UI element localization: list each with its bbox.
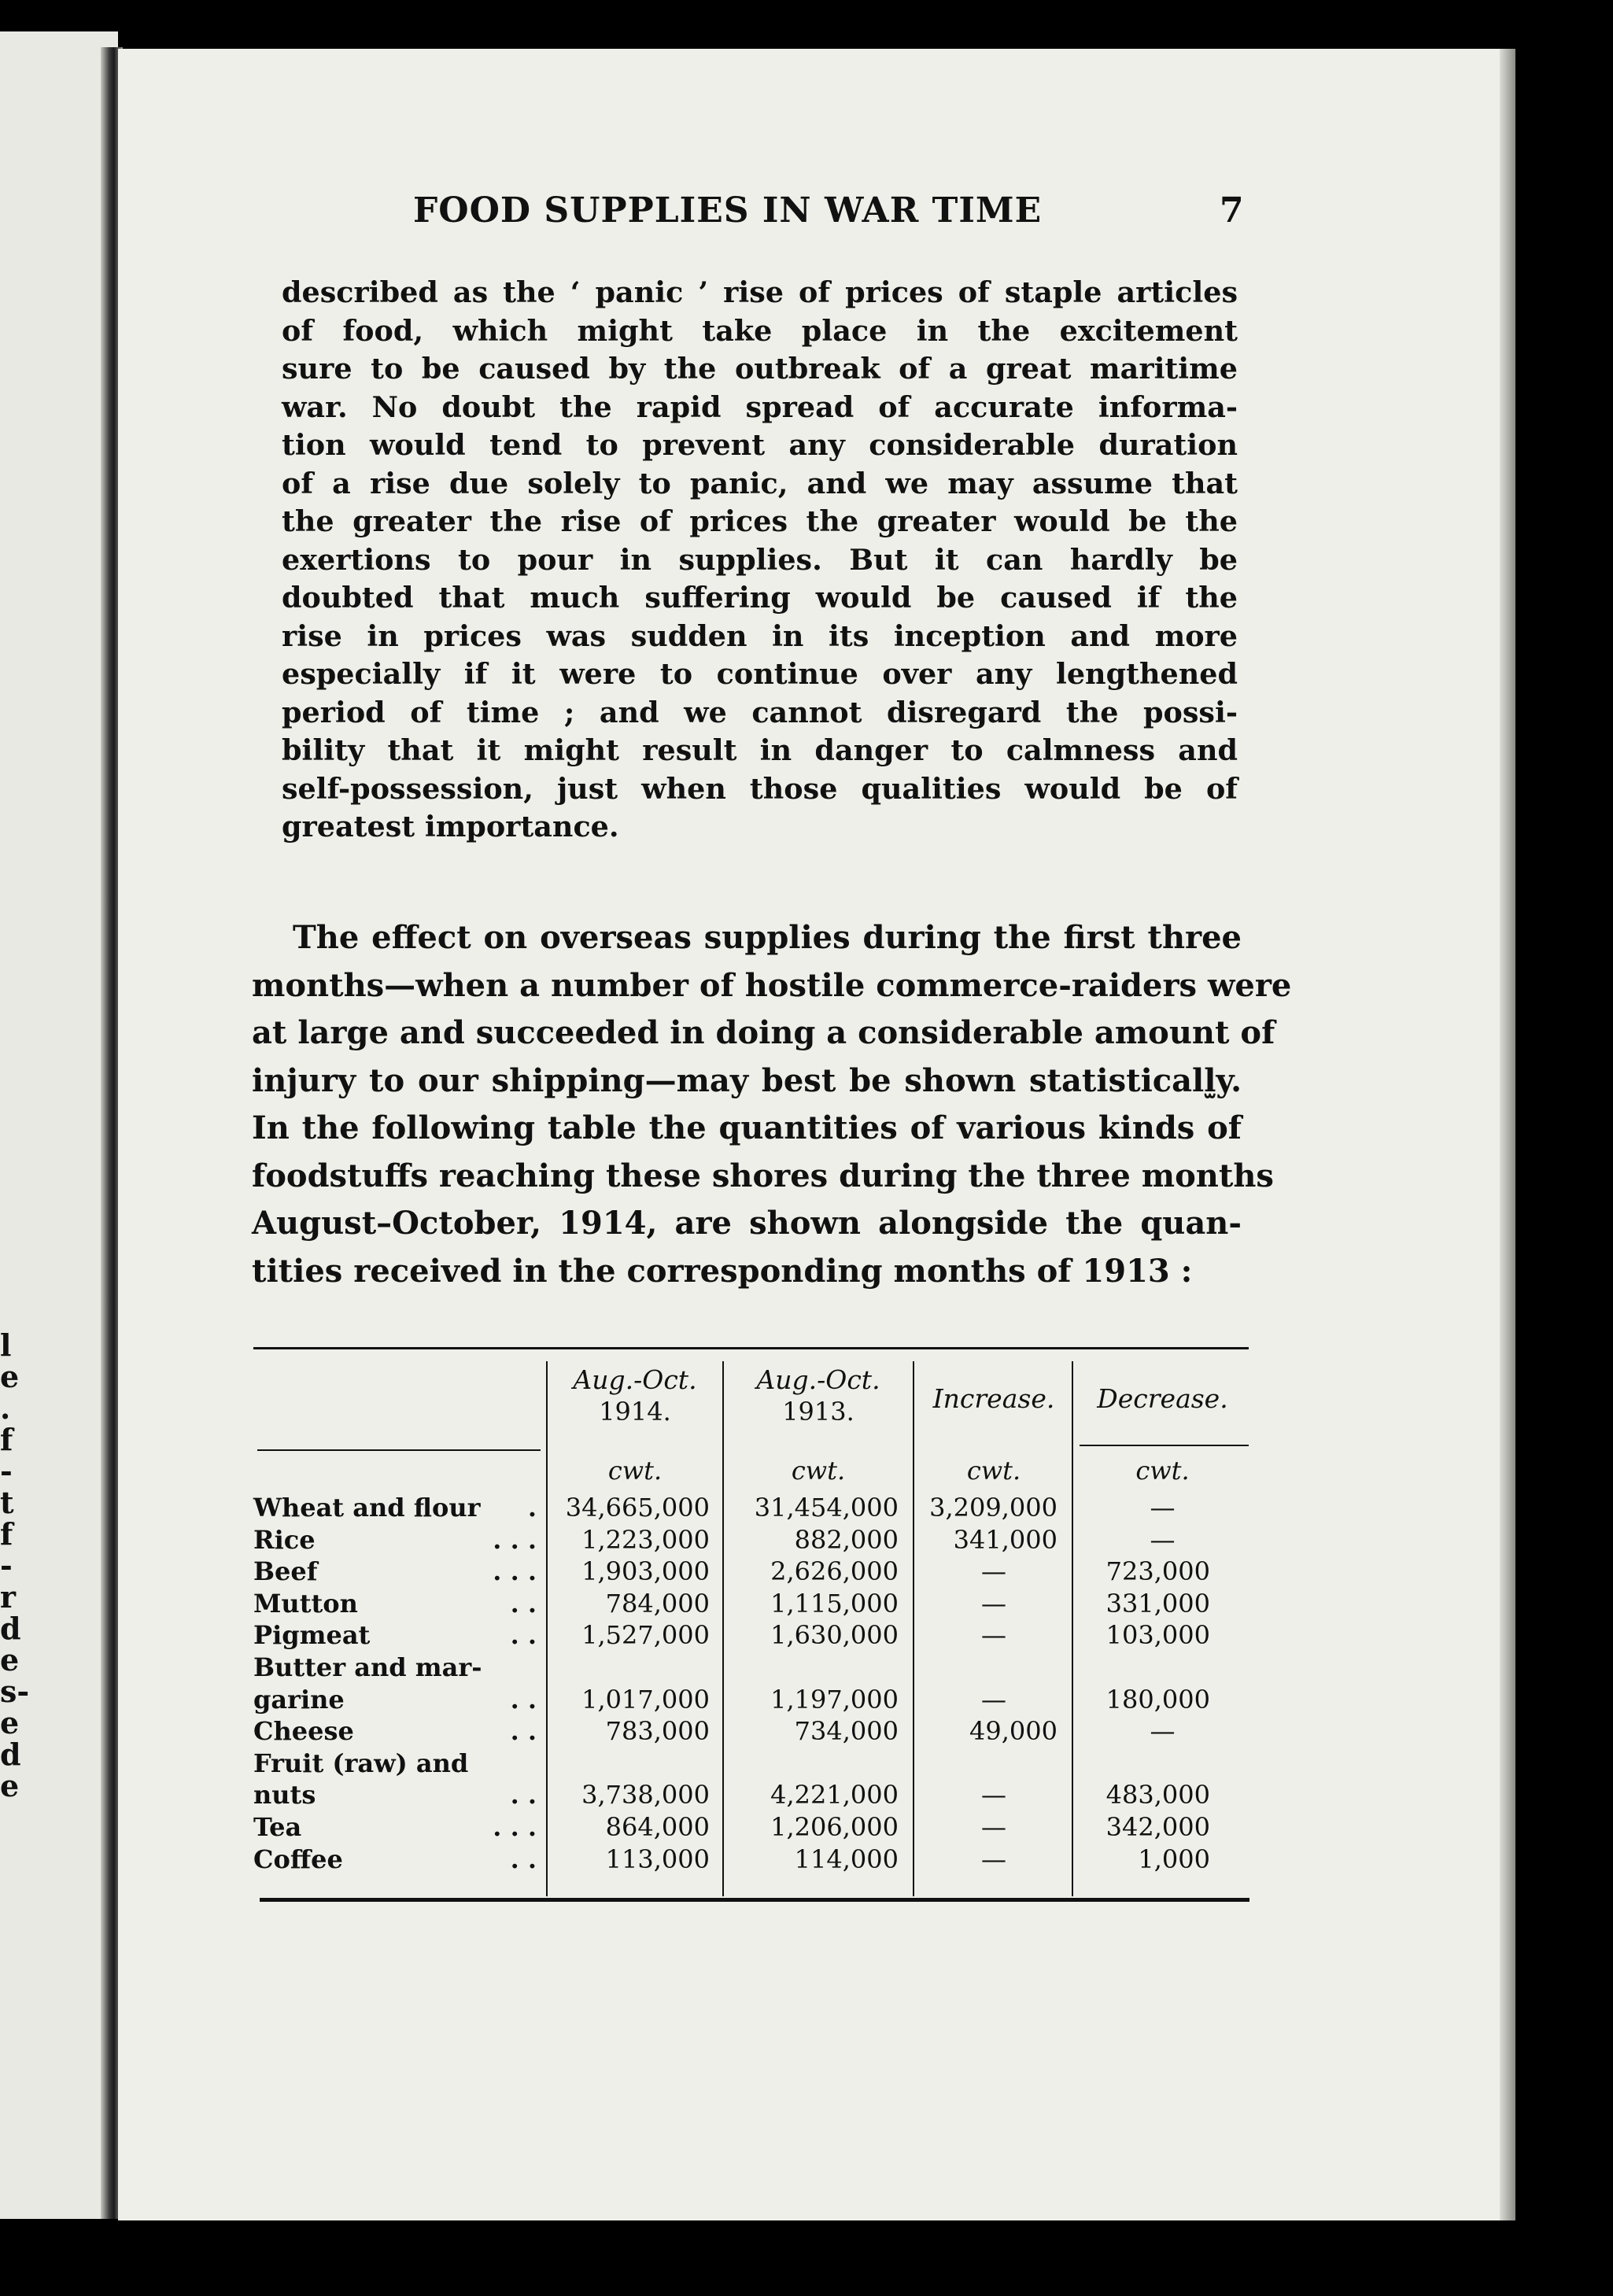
- table-row: [253, 1619, 1249, 1651]
- leader-dots: . .: [510, 1684, 537, 1715]
- value-1914: 34,665,000: [565, 1493, 710, 1523]
- text-line: the greater the rise of prices the greater would be the: [282, 504, 1238, 538]
- text-line: especially if it were to continue over any lengthened: [282, 657, 1238, 691]
- value-1914: 1,903,000: [581, 1556, 710, 1587]
- row-label: nuts: [253, 1780, 316, 1811]
- column-header-label: Increase.: [932, 1383, 1055, 1414]
- column-header-year: 1914.: [599, 1397, 671, 1427]
- value-decrease: —: [1150, 1716, 1176, 1747]
- column-header-increase: [919, 1383, 1069, 1415]
- table-row: [253, 1811, 1249, 1843]
- left-fragment: e: [0, 1768, 20, 1803]
- value-1913: 4,221,000: [770, 1780, 899, 1811]
- value-1913: 2,626,000: [770, 1556, 899, 1587]
- left-fragment: .: [0, 1390, 11, 1426]
- row-label: Cheese: [253, 1716, 354, 1747]
- value-1913: 31,454,000: [754, 1493, 899, 1523]
- text-line: period of time ; and we cannot disregard the possi-: [282, 695, 1238, 729]
- value-decrease: 331,000: [1105, 1588, 1210, 1619]
- leader-dots: . . .: [493, 1812, 537, 1842]
- text-line: self-possession, just when those qualities would be of: [282, 771, 1238, 806]
- table-row: [253, 1748, 1249, 1779]
- text-line: months—when a number of hostile commerce-raiders were: [252, 966, 1292, 1004]
- value-increase: 49,000: [969, 1716, 1057, 1747]
- value-1913: 1,630,000: [770, 1620, 899, 1651]
- text-line: rise in prices was sudden in its inception and more: [282, 618, 1238, 653]
- value-1913: 1,115,000: [770, 1588, 899, 1619]
- text-line: tion would tend to prevent any considerable duration: [282, 428, 1238, 462]
- left-page-text-fragments: [0, 1327, 47, 1803]
- text-line: war. No doubt the rapid spread of accurate informa-: [282, 389, 1238, 424]
- value-1914: 864,000: [605, 1812, 710, 1842]
- value-decrease: —: [1150, 1524, 1176, 1555]
- value-increase: —: [981, 1588, 1006, 1619]
- text-line: injury to our shipping—may best be shown statisticall̫y.: [252, 1061, 1242, 1099]
- row-label: Rice: [253, 1524, 316, 1555]
- left-fragment: t: [0, 1485, 14, 1520]
- table-bottom-rule: [260, 1898, 1249, 1902]
- value-1913: 882,000: [794, 1524, 899, 1555]
- left-fragment: f: [0, 1516, 13, 1552]
- unit-label: cwt.: [966, 1456, 1021, 1486]
- leader-dots: . .: [510, 1844, 537, 1874]
- text-line: of food, which might take place in the excitement: [282, 313, 1238, 348]
- leader-dots: . . .: [493, 1556, 537, 1587]
- row-label: Wheat and flour: [253, 1493, 481, 1523]
- text-line: of a rise due solely to panic, and we may assume that: [282, 466, 1238, 500]
- column-header-1914: [552, 1364, 718, 1427]
- left-fragment: s-: [0, 1674, 30, 1709]
- leader-dots: . .: [510, 1620, 537, 1651]
- header-rule-right: [1080, 1445, 1249, 1446]
- value-increase: 341,000: [953, 1524, 1057, 1555]
- column-header-1913: [729, 1364, 908, 1427]
- table-row: [253, 1492, 1249, 1523]
- food-supplies-table: [253, 1347, 1249, 1914]
- text-line: tities received in the corresponding months of 1913 :: [252, 1252, 1193, 1290]
- value-1914: 784,000: [605, 1588, 710, 1619]
- leader-dots: . . .: [493, 1524, 537, 1555]
- value-decrease: 483,000: [1105, 1780, 1210, 1811]
- value-1913: 1,206,000: [770, 1812, 899, 1842]
- table-row: [253, 1524, 1249, 1556]
- column-header-year: 1913.: [782, 1397, 854, 1427]
- value-1913: 1,197,000: [770, 1684, 899, 1715]
- row-label: Pigmeat: [253, 1620, 371, 1651]
- row-label: Beef: [253, 1556, 318, 1587]
- column-header-decrease: [1078, 1383, 1247, 1415]
- header-rule-left: [257, 1449, 541, 1451]
- paragraph-1: [282, 274, 1238, 847]
- text-line: greatest importance.: [282, 810, 619, 843]
- leader-dots: . .: [510, 1588, 537, 1619]
- text-line: at large and succeeded in doing a considerable amount of: [252, 1014, 1275, 1051]
- table-row: [253, 1556, 1249, 1587]
- column-header-label: Aug.-Oct.: [756, 1364, 880, 1395]
- unit-label: cwt.: [607, 1456, 663, 1486]
- left-fragment: d: [0, 1611, 21, 1646]
- running-title: FOOD SUPPLIES IN WAR TIME: [413, 190, 1043, 231]
- value-1913: 734,000: [794, 1716, 899, 1747]
- value-increase: —: [981, 1780, 1006, 1811]
- row-label: Mutton: [253, 1588, 358, 1619]
- value-1914: 1,527,000: [581, 1620, 710, 1651]
- table-row: [253, 1715, 1249, 1747]
- row-label: Fruit (raw) and: [253, 1748, 469, 1778]
- row-label: Coffee: [253, 1844, 343, 1874]
- text-line: foodstuffs reaching these shores during the three months: [252, 1157, 1274, 1194]
- text-line: sure to be caused by the outbreak of a great maritime: [282, 352, 1238, 386]
- text-line: doubted that much suffering would be caused if the: [282, 581, 1238, 615]
- text-line: bility that it might result in danger to calmness and: [282, 733, 1238, 767]
- page-number: 7: [1220, 190, 1244, 231]
- unit-label: cwt.: [1135, 1456, 1190, 1486]
- left-fragment: d: [0, 1737, 21, 1772]
- leader-dots: . .: [510, 1716, 537, 1747]
- column-header-label: Aug.-Oct.: [573, 1364, 697, 1395]
- value-decrease: 1,000: [1138, 1844, 1210, 1874]
- row-label: Butter and mar-: [253, 1652, 482, 1682]
- leader-dots: .: [527, 1493, 537, 1523]
- value-increase: —: [981, 1620, 1006, 1651]
- value-increase: —: [981, 1684, 1006, 1715]
- value-increase: —: [981, 1844, 1006, 1874]
- left-fragment: -: [0, 1453, 13, 1489]
- text-line: exertions to pour in supplies. But it can hardly be: [282, 542, 1238, 577]
- left-fragment: -: [0, 1548, 13, 1583]
- value-decrease: 103,000: [1105, 1620, 1210, 1651]
- row-label: garine: [253, 1684, 345, 1715]
- table-row: [253, 1684, 1249, 1715]
- value-1914: 1,017,000: [581, 1684, 710, 1715]
- table-row: [253, 1844, 1249, 1875]
- text-line: The effect on overseas supplies during the first three: [293, 919, 1242, 956]
- left-fragment: r: [0, 1579, 17, 1615]
- value-1914: 1,223,000: [581, 1524, 710, 1555]
- value-1914: 113,000: [605, 1844, 710, 1874]
- value-decrease: 180,000: [1105, 1684, 1210, 1715]
- value-1913: 114,000: [794, 1844, 899, 1874]
- value-1914: 3,738,000: [581, 1780, 710, 1811]
- value-decrease: —: [1150, 1493, 1176, 1523]
- row-label: Tea: [253, 1812, 302, 1842]
- table-row: [253, 1588, 1249, 1619]
- left-fragment: e: [0, 1642, 20, 1678]
- value-increase: —: [981, 1556, 1006, 1587]
- left-fragment: f: [0, 1422, 13, 1457]
- table-row: [253, 1652, 1249, 1683]
- running-head: [291, 190, 1244, 245]
- left-fragment: e: [0, 1359, 20, 1394]
- table-row: [253, 1779, 1249, 1811]
- unit-label: cwt.: [791, 1456, 846, 1486]
- left-fragment: l: [0, 1327, 12, 1363]
- page-edge-shadow: [1500, 49, 1515, 2220]
- table-top-rule: [253, 1347, 1249, 1349]
- leader-dots: . .: [510, 1780, 537, 1811]
- value-increase: 3,209,000: [929, 1493, 1057, 1523]
- column-header-label: Decrease.: [1097, 1383, 1228, 1414]
- value-1914: 783,000: [605, 1716, 710, 1747]
- text-line: described as the ‘ panic ’ rise of prices of staple articles: [282, 275, 1238, 309]
- value-increase: —: [981, 1812, 1006, 1842]
- value-decrease: 723,000: [1105, 1556, 1210, 1587]
- text-line: August–October, 1914, are shown alongside the quan-: [252, 1205, 1242, 1242]
- value-decrease: 342,000: [1105, 1812, 1210, 1842]
- text-line: In the following table the quantities of various kinds of: [252, 1109, 1242, 1146]
- left-fragment: e: [0, 1705, 20, 1740]
- paragraph-2: [252, 914, 1292, 1295]
